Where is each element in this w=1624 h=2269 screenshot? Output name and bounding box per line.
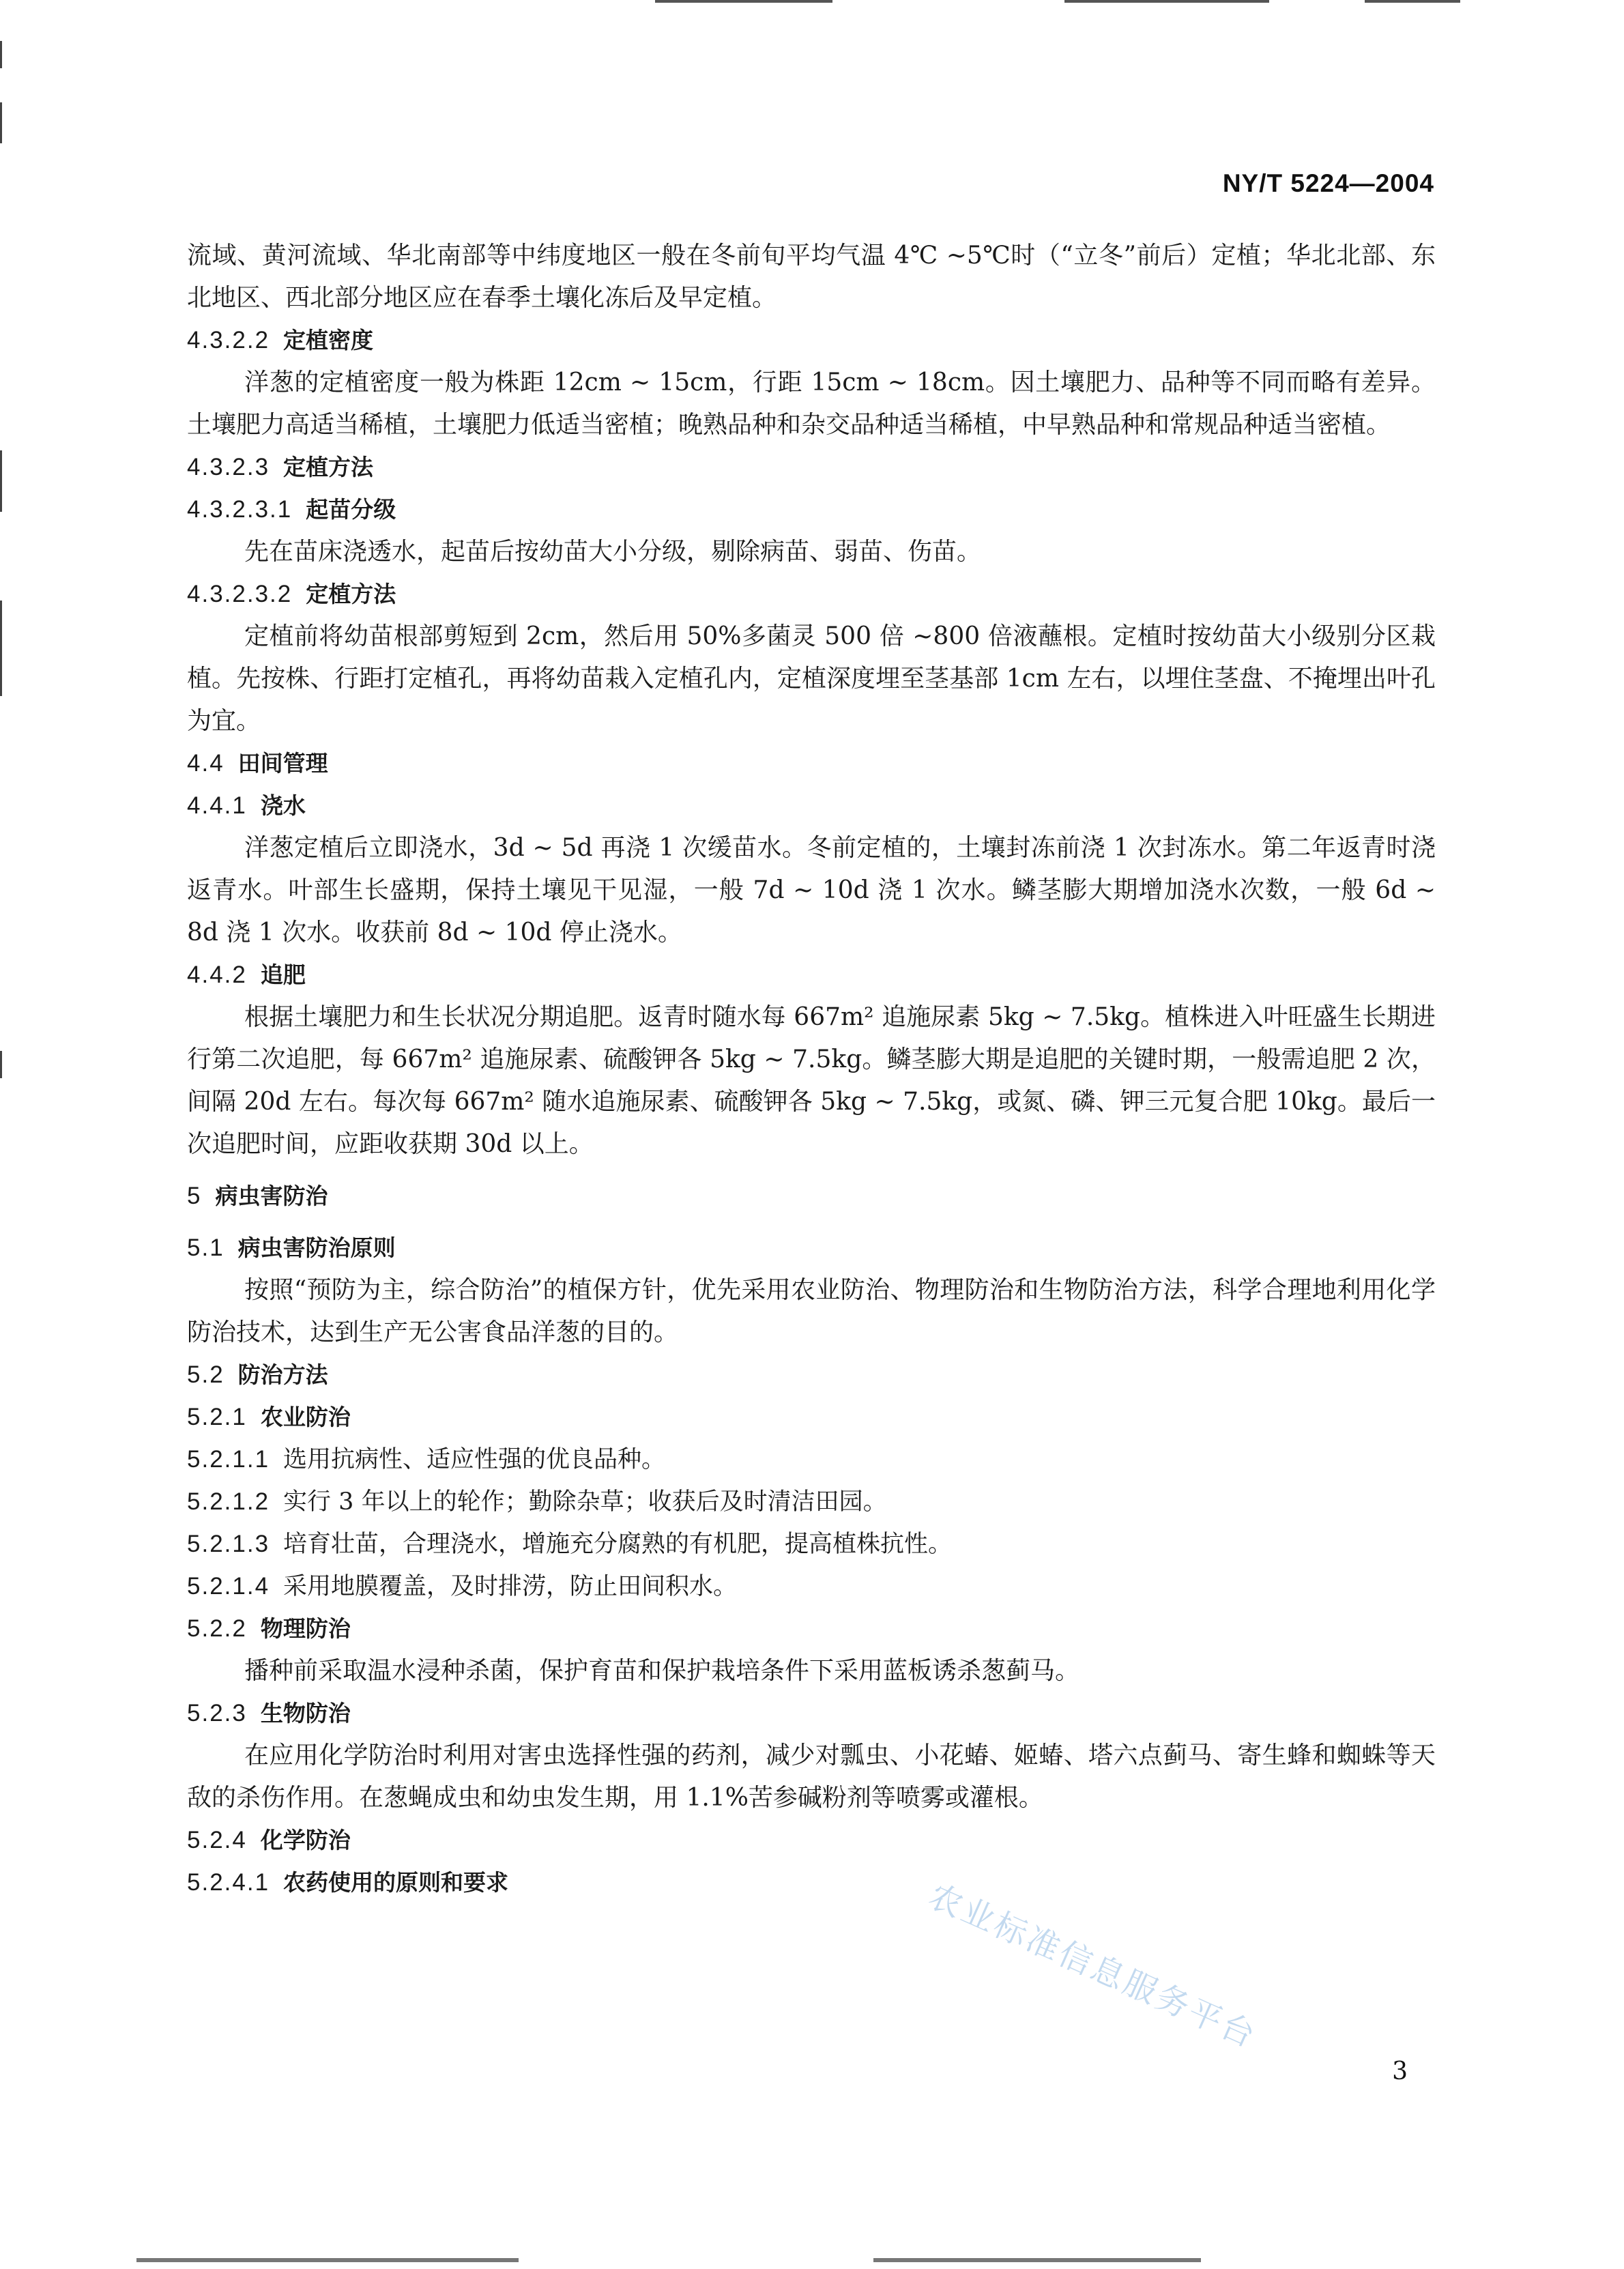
scan-edge-bottom — [136, 2258, 519, 2262]
section-heading — [187, 1354, 1436, 1396]
section-heading — [187, 785, 1436, 827]
section-number: 4.3.2.3.1 — [187, 496, 293, 523]
section-title: 定植方法 — [306, 581, 396, 607]
section-number: 5.2.2 — [187, 1615, 247, 1642]
section-heading — [187, 1439, 1436, 1481]
clause-text: 实行 3 年以上的轮作；勤除杂草；收获后及时清洁田园。 — [283, 1488, 887, 1516]
section-title: 病虫害防治 — [215, 1183, 328, 1209]
section-heading — [187, 1175, 1436, 1217]
section-heading — [187, 1608, 1436, 1650]
scan-edge-top — [1064, 0, 1269, 3]
section-number: 5 — [187, 1183, 202, 1209]
body-paragraph: 洋葱的定植密度一般为株距 12cm ~ 15cm，行距 15cm ~ 18cm。因土壤肥力、品种等不同而略有差异。土壤肥力高适当稀植，土壤肥力低适当密植；晚熟品种和杂交品种适当稀植，中早熟品种和常规品种适当密植。 — [187, 368, 1436, 439]
section-heading — [187, 319, 1436, 362]
body-paragraph: 洋葱定植后立即浇水，3d ~ 5d 再浇 1 次缓苗水。冬前定植的，土壤封冻前浇 1 次封冻水。第二年返青时浇返青水。叶部生长盛期，保持土壤见干见湿，一般 7d ~ 10d 浇 1 次水。鳞茎膨大期增加浇水次数，一般 6d ~ 8d 浇 1 次水。收获前 8d ~ 10d 停止浇水。 — [187, 834, 1436, 946]
section-number: 5.2.1.3 — [187, 1531, 270, 1557]
section-title: 农业防治 — [260, 1404, 351, 1430]
section-heading — [187, 1523, 1436, 1565]
section-number: 5.2.4 — [187, 1827, 247, 1853]
body-paragraph: 按照“预防为主，综合防治”的植保方针，优先采用农业防治、物理防治和生物防治方法，科学合理地利用化学防治技术，达到生产无公害食品洋葱的目的。 — [187, 1276, 1436, 1346]
section-number: 4.4 — [187, 750, 224, 777]
scan-margin-mark — [0, 1051, 2, 1078]
section-number: 5.2 — [187, 1361, 224, 1388]
page-number: 3 — [1392, 2057, 1408, 2085]
section-number: 4.3.2.3.2 — [187, 581, 293, 607]
section-title: 生物防治 — [260, 1700, 351, 1726]
section-title: 浇水 — [260, 792, 306, 819]
section-number: 5.1 — [187, 1234, 224, 1261]
body-paragraph: 在应用化学防治时利用对害虫选择性强的药剂，减少对瓢虫、小花蝽、姬蝽、塔六点蓟马、寄生蜂和蜘蛛等天敌的杀伤作用。在葱蝇成虫和幼虫发生期，用 1.1%苦参碱粉剂等喷雾或灌根。 — [187, 1742, 1436, 1812]
scan-margin-mark — [0, 601, 2, 696]
section-heading — [187, 446, 1436, 489]
section-title: 农药使用的原则和要求 — [283, 1869, 509, 1896]
section-heading — [187, 1396, 1436, 1439]
section-number: 5.2.1.4 — [187, 1573, 270, 1600]
scan-margin-mark — [0, 41, 2, 68]
section-heading — [187, 742, 1436, 785]
section-number: 5.2.1 — [187, 1404, 247, 1430]
section-heading — [187, 1481, 1436, 1523]
section-title: 病虫害防治原则 — [237, 1234, 396, 1261]
scan-margin-mark — [0, 450, 2, 512]
scan-edge-bottom — [873, 2258, 1201, 2262]
section-heading — [187, 954, 1436, 996]
section-number: 5.2.4.1 — [187, 1869, 270, 1896]
scan-margin-mark — [0, 102, 2, 143]
section-heading — [187, 1862, 1436, 1904]
clause-text: 选用抗病性、适应性强的优良品种。 — [283, 1446, 666, 1473]
section-number: 5.2.1.1 — [187, 1446, 270, 1473]
section-title: 物理防治 — [260, 1615, 351, 1642]
scan-edge-top — [655, 0, 832, 3]
section-number: 4.3.2.2 — [187, 327, 270, 353]
section-number: 4.3.2.3 — [187, 454, 270, 480]
section-title: 田间管理 — [237, 750, 328, 777]
section-number: 4.4.2 — [187, 962, 247, 988]
section-heading — [187, 1227, 1436, 1269]
clause-text: 培育壮苗，合理浇水，增施充分腐熟的有机肥，提高植株抗性。 — [283, 1531, 953, 1558]
section-title: 化学防治 — [260, 1827, 351, 1853]
body-paragraph: 流域、黄河流域、华北南部等中纬度地区一般在冬前旬平均气温 4℃ ~5℃时（“立冬”前后）定植；华北北部、东北地区、西北部分地区应在春季土壤化冻后及早定植。 — [187, 242, 1436, 312]
clause-text: 采用地膜覆盖，及时排涝，防止田间积水。 — [283, 1573, 738, 1600]
body-paragraph: 定植前将幼苗根部剪短到 2cm，然后用 50%多菌灵 500 倍 ~800 倍液蘸根。定植时按幼苗大小级别分区栽植。先按株、行距打定植孔，再将幼苗栽入定植孔内，定植深度埋至茎基部 1cm 左右，以埋住茎盘、不掩埋出叶孔为宜。 — [187, 622, 1436, 735]
body-paragraph: 先在苗床浇透水，起苗后按幼苗大小分级，剔除病苗、弱苗、伤苗。 — [244, 538, 982, 566]
section-heading — [187, 489, 1436, 531]
body-paragraph: 根据土壤肥力和生长状况分期追肥。返青时随水每 667m² 追施尿素 5kg ~ 7.5kg。植株进入叶旺盛生长期进行第二次追肥，每 667m² 追施尿素、硫酸钾各 5kg ~ 7.5kg。鳞茎膨大期是追肥的关键时期，一般需追肥 2 次，间隔 20d 左右。每次每 667m² 随水追施尿素、硫酸钾各 5kg ~ 7.5kg，或氮、磷、钾三元复合肥 10kg。最后一次追肥时间，应距收获期 30d 以上。 — [187, 1003, 1436, 1158]
watermark-text: 农业标准信息服务平台 — [923, 1877, 1263, 2056]
standard-code: NY/T 5224—2004 — [1222, 169, 1434, 197]
section-title: 定植方法 — [283, 454, 374, 480]
section-title: 防治方法 — [237, 1361, 328, 1388]
section-title: 定植密度 — [283, 327, 374, 353]
section-heading — [187, 573, 1436, 616]
section-number: 5.2.1.2 — [187, 1488, 270, 1515]
section-number: 4.4.1 — [187, 792, 247, 819]
section-heading — [187, 1819, 1436, 1862]
body-paragraph: 播种前采取温水浸种杀菌，保护育苗和保护栽培条件下采用蓝板诱杀葱蓟马。 — [244, 1657, 1080, 1685]
section-heading — [187, 1692, 1436, 1735]
document-body — [187, 235, 1436, 1904]
scan-edge-top — [1365, 0, 1460, 3]
section-title: 追肥 — [260, 962, 306, 988]
section-title: 起苗分级 — [306, 496, 396, 523]
section-number: 5.2.3 — [187, 1700, 247, 1726]
section-heading — [187, 1565, 1436, 1608]
